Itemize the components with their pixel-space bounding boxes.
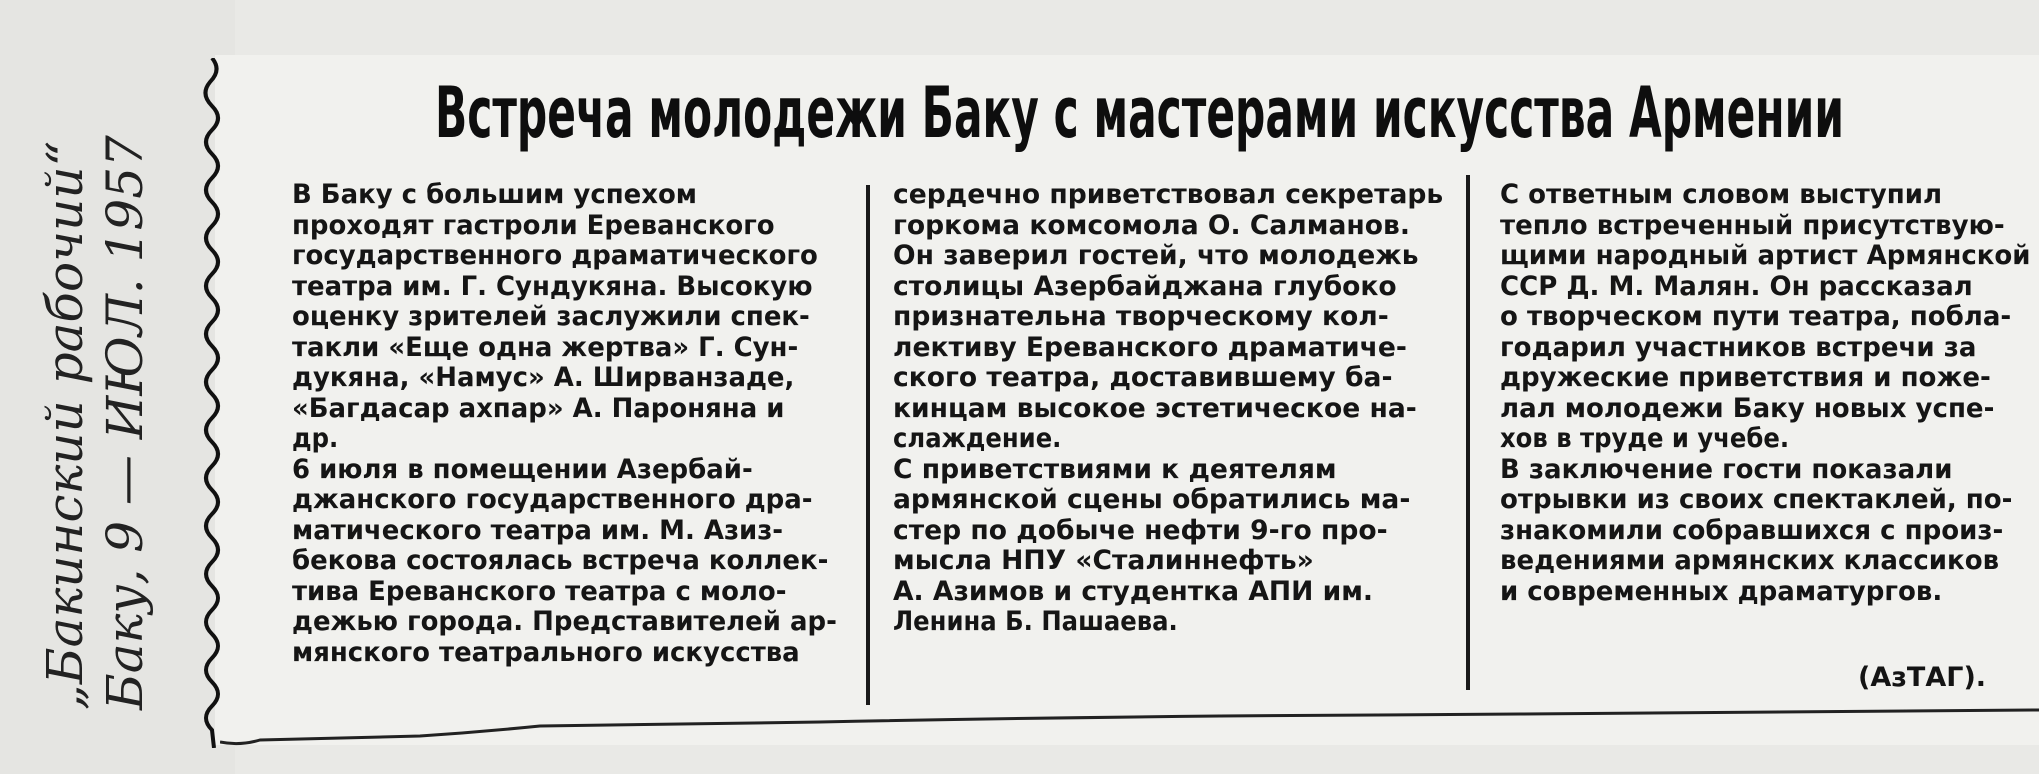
article-text-line: дружеские приветствия и поже- [1500, 362, 1991, 393]
article-text-line: др. [292, 423, 339, 454]
article-text-line: горкома комсомола О. Салманов. [893, 209, 1410, 241]
torn-edge-bottom [220, 706, 2039, 746]
article-text-line: джанского государственного дра- [292, 484, 813, 515]
article-text-line: столицы Азербайджана глубоко [893, 270, 1397, 302]
article-text-line: С ответным словом выступил [1500, 179, 1943, 210]
article-text-line: отрывки из своих спектаклей, по- [1500, 484, 2013, 515]
article-text-line: В Баку с большим успехом [292, 179, 698, 210]
article-text-line: бекова состоялась встреча коллек- [292, 545, 829, 576]
article-text-line: С приветствиями к деятелям [893, 453, 1337, 485]
article-text-line: и современных драматургов. [1500, 575, 1943, 607]
article-text-line: сердечно приветствовал секретарь [893, 179, 1444, 210]
article-text-line: театра им. Г. Сундукяна. Высокую [292, 270, 813, 302]
article-text-line: мысла НПУ «Сталиннефть» [893, 545, 1314, 576]
article-text-line: А. Азимов и студентка АПИ им. [893, 575, 1374, 607]
article-column-3 [1500, 180, 2039, 607]
article-text-line: 6 июля в помещении Азербай- [292, 453, 753, 485]
article-text-line: хов в труде и учебе. [1500, 423, 1790, 454]
article-text-line: матического театра им. М. Азиз- [292, 514, 784, 546]
article-text-line: знакомили собравшихся с произ- [1500, 514, 2004, 546]
article-text-line: государственного драматического [292, 240, 818, 271]
article-text-line: слаждение. [893, 423, 1062, 454]
article-text-line: стер по добыче нефти 9-го про- [893, 514, 1388, 546]
article-text-line: тепло встреченный присутствую- [1500, 209, 2005, 241]
article-column-1 [292, 180, 859, 668]
article-text-line: дукяна, «Намус» А. Ширванзаде, [292, 362, 795, 393]
torn-edge-left [200, 58, 230, 748]
article-text-line: щими народный артист Армянской [1500, 240, 2031, 271]
article-text-line: ского театра, доставившему ба- [893, 362, 1393, 393]
column-divider [866, 185, 870, 705]
article-text-line: Он заверил гостей, что молодежь [893, 240, 1419, 271]
article-text-line: оценку зрителей заслужили спек- [292, 301, 810, 332]
article-text-line: лал молодежи Баку новых успе- [1500, 392, 1995, 424]
article-text-line: мянского театрального искусства [292, 636, 800, 668]
article-text-line: дежью города. Представителей ар- [292, 606, 837, 637]
article-text-line: годарил участников встречи за [1500, 331, 1977, 363]
article-text-line: ССР Д. М. Малян. Он рассказал [1500, 270, 1973, 302]
handwritten-place-date: Баку, 9 — ИЮЛ. 1957 [96, 135, 154, 710]
article-text-line: тива Ереванского театра с моло- [292, 575, 787, 607]
article-text-line: ведениями армянских классиков [1500, 545, 2000, 576]
article-text-line: лективу Ереванского драматиче- [893, 331, 1407, 363]
news-agency-credit: (АзТАГ). [1858, 662, 1987, 693]
article-headline: Встреча молодежи Баку с мастерами искусства Армении [435, 72, 1845, 154]
article-text-line: кинцам высокое эстетическое на- [893, 392, 1417, 424]
article-text-line: «Багдасар ахпар» А. Пароняна и [292, 392, 785, 424]
article-text-line: о творческом пути театра, побла- [1500, 301, 2012, 332]
handwritten-note [35, 135, 155, 710]
column-divider [1466, 175, 1470, 690]
handwritten-newspaper-name: „Бакинский рабочий“ [36, 140, 94, 710]
article-text-line: такли «Еще одна жертва» Г. Сун- [292, 331, 799, 363]
article-text-line: Ленина Б. Пашаева. [893, 606, 1178, 637]
article-text-line: проходят гастроли Ереванского [292, 209, 775, 241]
article-text-line: В заключение гости показали [1500, 453, 1953, 485]
article-column-2 [893, 180, 1452, 638]
article-text-line: признательна творческому кол- [893, 301, 1389, 332]
article-text-line: армянской сцены обратились ма- [893, 484, 1411, 515]
